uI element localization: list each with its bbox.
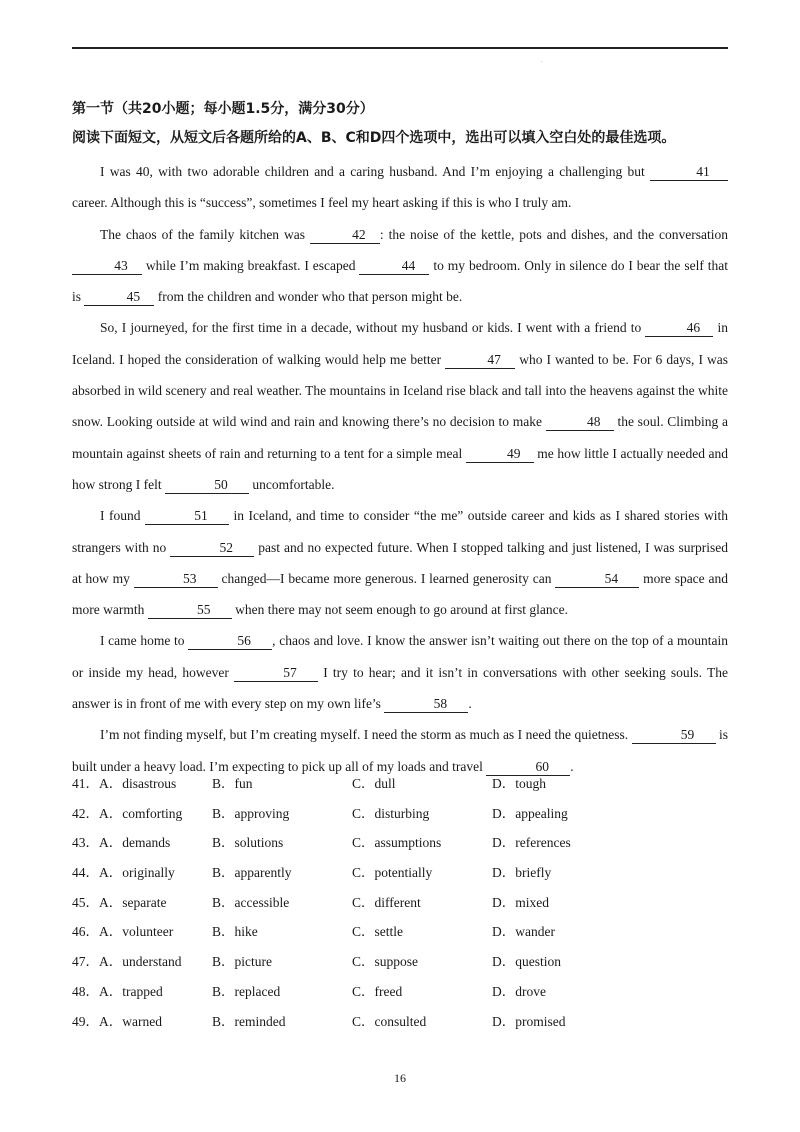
passage-text: I try to hear; and it isn’t in conversations with other seeking souls. The answer is in front of me with every step on my own life’s [72,664,728,712]
option-c: C．suppose [352,954,419,970]
blank-57: 57 [234,665,318,682]
section-title: 第一节（共20小题；每小题1.5分，满分30分） [72,101,374,117]
option-a-text: A．volunteer [99,924,174,940]
blank-46: 46 [645,320,713,337]
option-a-text: A．trapped [99,983,163,999]
passage-text: in Iceland, and time to consider “the me” outside career and kids as I shared stories with strangers with no [72,508,728,555]
passage-text: me how little I actually needed and how strong I felt [72,445,729,492]
passage-text: I came home to [100,633,189,649]
option-c: C．consulted [352,1013,427,1029]
passage-text: uncomfortable. [248,476,335,492]
passage-text: . [570,758,574,774]
option-a-text: A．comforting [99,805,183,821]
blank-43: 43 [72,258,142,275]
paragraph-5 [72,625,728,719]
header-rule [72,47,728,49]
blank-58: 58 [384,696,468,713]
option-row-45 [72,891,728,921]
option-b: B．replaced [212,983,281,999]
option-c: C．different [352,894,421,910]
blank-54: 54 [555,571,639,588]
blank-49: 49 [466,446,534,463]
option-d: D．drove [492,983,546,999]
question-number: 44． [72,865,99,881]
option-b: B．picture [212,954,272,970]
passage-text: career. Although this is “success”, sometimes I feel my heart asking if this is who I truly am. [72,195,572,211]
passage-text: more space and more warmth [72,570,728,618]
option-b: B．hike [212,924,258,940]
passage-text: changed—I became more generous. I learned generosity can [217,570,556,586]
option-d: D．references [492,835,571,851]
passage-text: the soul. Climbing a mountain against sheets of rain and returning to a tent for a simple meal [72,414,729,461]
option-a-text: A．originally [99,865,175,881]
blank-52: 52 [170,540,254,557]
option-d: D．tough [492,776,546,791]
option-c: C．disturbing [352,805,430,821]
option-d: D．mixed [492,894,549,910]
option-a-text: A．demands [99,835,171,851]
paragraph-4 [72,500,728,625]
passage-text: I’m not finding myself, but I’m creating myself. I need the storm as much as I need the quietness. [100,727,632,743]
question-option-a [72,1010,162,1030]
question-option-a [72,950,181,970]
question-option-a [72,772,176,792]
question-number: 48． [72,983,99,999]
question-number: 43． [72,835,99,851]
passage-text: while I’m making breakfast. I escaped [142,257,360,273]
passage-text: in Iceland. I hoped the consideration of walking would help me better [72,320,728,367]
passage-text: from the children and wonder who that person might be. [154,289,463,305]
paragraph-3 [72,312,728,500]
option-d: D．briefly [492,865,552,881]
option-row-44 [72,861,728,891]
option-row-41 [72,772,728,802]
option-a-text: A．separate [99,894,167,910]
option-b: B．reminded [212,1013,286,1029]
option-row-49 [72,1010,728,1040]
option-c: C．potentially [352,865,433,881]
option-b: B．accessible [212,894,290,910]
paragraph-2 [72,219,728,313]
blank-51: 51 [145,508,229,525]
option-a-text: A．warned [99,1013,162,1029]
option-row-43 [72,831,728,861]
question-option-a [72,831,170,851]
option-d: D．question [492,954,561,970]
passage-text: . [468,696,472,712]
question-number: 45． [72,894,99,910]
passage-text: to my bedroom. Only in silence do I bear the self that is [72,257,728,305]
option-c: C．assumptions [352,835,442,851]
blank-53: 53 [134,571,218,588]
question-option-a [72,802,182,822]
blank-56: 56 [188,633,272,650]
option-row-47 [72,950,728,980]
header-dot: . [541,58,543,64]
passage-text: past and no expected future. When I stopped talking and just listened, I was surprised at how my [72,539,729,586]
option-c: C．freed [352,983,403,999]
option-d: D．appealing [492,805,568,821]
page-number: 16 [394,1071,406,1085]
passage-text: , chaos and love. I know the answer isn’t waiting out there on the top of a mountain or inside my head, however [72,633,728,680]
question-option-a [72,861,175,881]
option-b: B．apparently [212,865,292,881]
question-option-a [72,980,163,1000]
passage-text: is built under a heavy load. I’m expecting to pick up all of my loads and travel [72,727,728,774]
option-d: D．promised [492,1013,566,1029]
question-option-a [72,920,173,940]
blank-60: 60 [486,759,570,776]
blank-42: 42 [310,227,380,244]
passage-text: who I wanted to be. For 6 days, I was absorbed in wild scenery and real weather. The mountains in Iceland rise black and tall into the heavens against the white snow. Looking outside at wild wind and rain and knowing there’s no decision to make [72,351,728,430]
answer-options [72,772,728,1039]
blank-47: 47 [445,352,515,369]
passage-text: I was 40, with two adorable children and a caring husband. And I’m enjoying a challenging but [100,164,650,179]
option-b: B．fun [212,776,253,791]
option-a-text: A．disastrous [99,776,177,791]
option-row-42 [72,802,728,832]
option-c: C．settle [352,924,403,940]
blank-44: 44 [359,258,429,275]
blank-41: 41 [650,164,728,181]
passage-text: : the noise of the kettle, pots and dishes, and the conversation [379,226,728,242]
blank-50: 50 [165,477,249,494]
option-d: D．wander [492,924,555,940]
passage-text: when there may not seem enough to go around at first glance. [231,602,569,618]
question-number: 42． [72,805,99,821]
option-a-text: A．understand [99,954,182,970]
option-b: B．solutions [212,835,284,851]
question-option-a [72,891,166,911]
passage-text: The chaos of the family kitchen was [100,226,310,242]
passage-text: I found [100,508,145,524]
blank-45: 45 [84,289,154,306]
question-number: 41． [72,776,99,791]
blank-59: 59 [632,727,716,744]
blank-55: 55 [148,602,232,619]
instruction: 阅读下面短文，从短文后各题所给的A、B、C和D四个选项中，选出可以填入空白处的最佳选项。 [72,130,676,146]
blank-48: 48 [546,414,614,431]
option-c: C．dull [352,776,396,791]
question-number: 49． [72,1013,99,1029]
paragraph-1 [72,156,728,219]
option-b: B．approving [212,805,290,821]
option-row-46 [72,920,728,950]
option-row-48 [72,980,728,1010]
passage-text: So, I journeyed, for the first time in a decade, without my husband or kids. I went with a friend to [100,320,646,336]
cloze-passage [72,156,728,782]
question-number: 47． [72,954,99,970]
question-number: 46． [72,924,99,940]
